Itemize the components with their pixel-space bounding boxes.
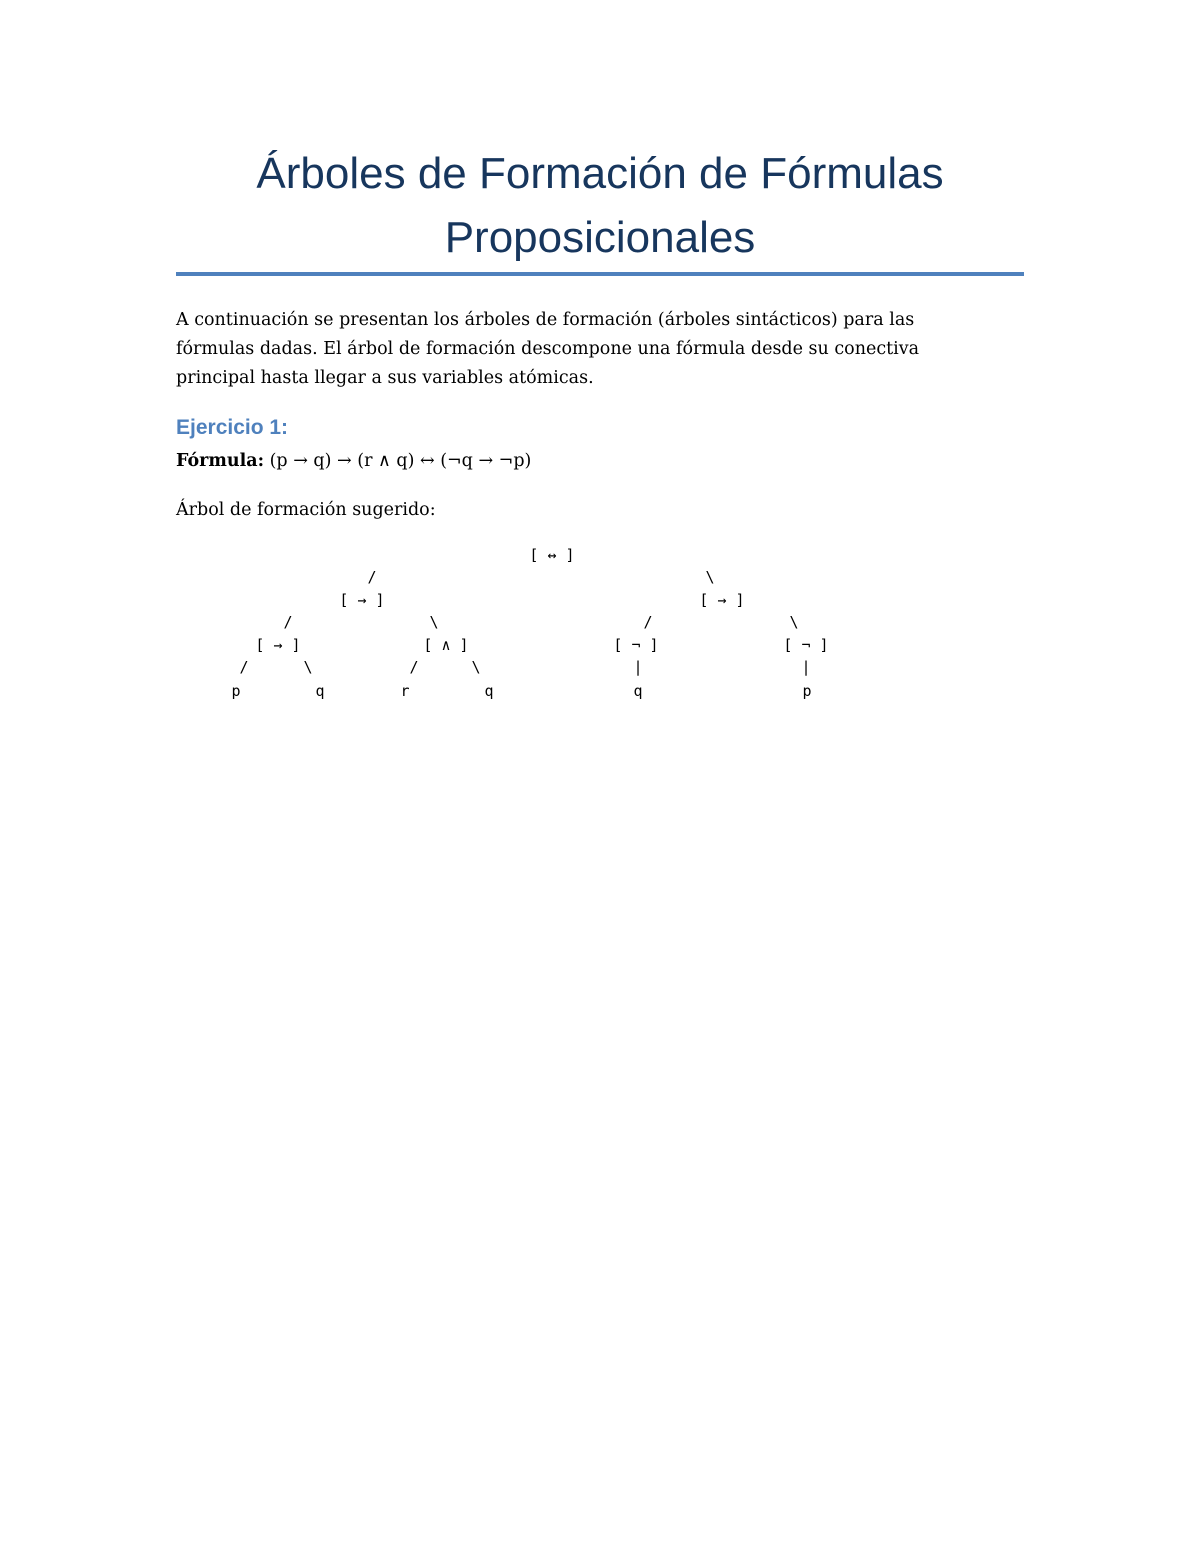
tree-edge-ll-right: \ [303, 658, 313, 676]
tree-edge-right-right: \ [789, 613, 799, 631]
tree-leaf: q [633, 682, 643, 700]
tree-rr-node: [ ¬ ] [783, 636, 829, 654]
exercise-heading: Ejercicio 1: [176, 416, 289, 439]
tree-leaf: r [400, 682, 410, 700]
tree-edge-ll-left: / [239, 658, 249, 676]
tree-edge-root-left: / [367, 568, 377, 586]
tree-edge-lr-left: / [409, 658, 419, 676]
tree-edge-left-left: / [283, 613, 293, 631]
tree-rl-node: [ ¬ ] [613, 636, 659, 654]
tree-edge-rl: | [633, 658, 643, 676]
tree-leaf: p [231, 682, 241, 700]
tree-right-node: [ → ] [699, 591, 745, 609]
formation-tree [176, 540, 1024, 720]
tree-lr-node: [ ∧ ] [423, 636, 469, 654]
tree-leaf: q [484, 682, 494, 700]
tree-edge-right-left: / [643, 613, 653, 631]
tree-root-node: [ ↔ ] [529, 546, 575, 564]
formula-line [176, 447, 531, 476]
tree-label: Árbol de formación sugerido: [176, 500, 436, 520]
tree-edge-left-right: \ [429, 613, 439, 631]
formula-label: Fórmula: [176, 451, 265, 471]
title-underline [176, 272, 1024, 276]
page-title: Árboles de Formación de Fórmulas Proposicionales [256, 149, 944, 262]
tree-edge-lr-right: \ [471, 658, 481, 676]
tree-leaf: q [315, 682, 325, 700]
intro-paragraph: A continuación se presentan los árboles de formación (árboles sintácticos) para las fórmulas dadas. El árbol de formación descompone una fórmula desde su conectiva principal hasta llegar a sus variables atómicas. [176, 310, 920, 388]
tree-edge-root-right: \ [705, 568, 715, 586]
tree-ll-node: [ → ] [255, 636, 301, 654]
formula-text: (p → q) → (r ∧ q) ↔ (¬q → ¬p) [264, 451, 532, 471]
tree-leaf: p [802, 682, 812, 700]
tree-left-node: [ → ] [339, 591, 385, 609]
tree-edge-rr: | [801, 658, 811, 676]
